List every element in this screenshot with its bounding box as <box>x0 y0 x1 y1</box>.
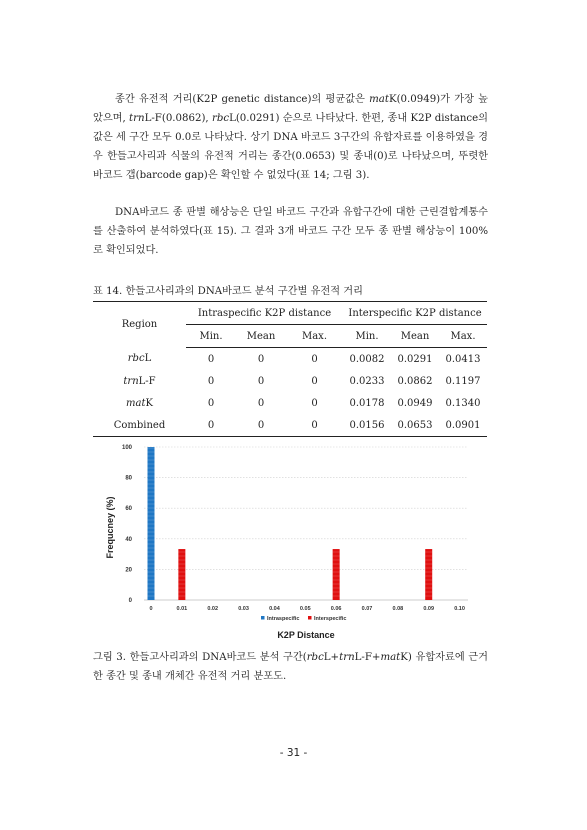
legend-swatch-intraspecific <box>261 616 265 620</box>
paragraph-resolution: DNA바코드 종 판별 해상능은 단일 바코드 구간과 유합구간에 대한 근린결합계통수를 산출하여 분석하였다(표 15). 그 결과 3개 바코드 구간 모두 종 판별 해상능이 100%로 확인되었다. <box>93 207 488 256</box>
table-cell: 0 <box>257 353 265 365</box>
table-cell: 0 <box>311 375 318 387</box>
intraspecific-header: Intraspecific K2P distance <box>186 302 343 325</box>
y-tick-label: 80 <box>125 475 132 482</box>
legend-label-interspecific: Interspecific <box>314 616 347 622</box>
table-cell: 0 <box>286 414 343 437</box>
subheader-intra-min: Min. <box>186 325 236 348</box>
subheader-intra-mean: Mean <box>236 325 286 348</box>
table-cell: 0.0156 <box>343 414 391 437</box>
figure-caption <box>93 648 488 686</box>
gene-name: mat <box>380 652 401 663</box>
x-tick-label: 0.02 <box>207 606 219 612</box>
bar-interspecific <box>333 549 340 600</box>
bar-interspecific <box>425 549 432 600</box>
y-tick-label: 0 <box>128 598 132 604</box>
x-tick-label: 0.10 <box>454 606 465 612</box>
gene-name: trn <box>339 652 355 663</box>
x-tick-label: 0.03 <box>238 606 249 612</box>
table-cell: 0.0949 <box>397 397 433 409</box>
table-row <box>93 414 487 437</box>
x-tick-label: 0.04 <box>269 606 280 612</box>
gene-name: rbc <box>306 652 324 663</box>
gene-name: mat <box>369 94 389 105</box>
table-cell: 0.0178 <box>349 397 385 409</box>
text-run: L+ <box>323 652 340 663</box>
subheader-inter-max: Max. <box>439 325 487 348</box>
table-cell: 0.0233 <box>349 375 385 387</box>
x-tick-label: 0.05 <box>299 606 311 612</box>
subheader-intra-max: Max. <box>286 325 343 348</box>
x-tick-label: 0.09 <box>423 606 435 612</box>
paragraph-genetic-distance <box>93 90 488 185</box>
x-tick-label: 0.07 <box>361 606 373 612</box>
table-row <box>93 392 487 414</box>
text-run: L-F+ <box>354 652 381 663</box>
region-cell <box>93 370 186 392</box>
legend-swatch-interspecific <box>308 616 312 620</box>
interspecific-header: Interspecific K2P distance <box>343 302 487 325</box>
legend-label-intraspecific: Intraspecific <box>267 616 300 622</box>
table-caption: 표 14. 한들고사리과의 DNA바코드 분석 구간별 유전적 거리 <box>93 286 363 297</box>
y-axis-title: Frequcney (%) <box>105 496 115 559</box>
x-axis-title: K2P Distance <box>277 630 335 640</box>
gene-name: rbc <box>127 353 145 365</box>
text-run: K <box>145 397 153 409</box>
k2p-distance-chart <box>98 437 488 647</box>
region-cell <box>93 348 186 371</box>
table-cell: 0 <box>207 397 215 409</box>
gene-name: trn <box>123 375 139 387</box>
y-tick-label: 60 <box>125 506 132 513</box>
table-cell: 0.1197 <box>445 375 481 387</box>
page-number: - 31 - <box>279 747 308 759</box>
chart-svg <box>98 437 488 647</box>
text-run: L(0.0291) 순으로 나타났다. 한편, 종내 K2P distance의 값은 세 구간 모두 0.0로 나타났다. 상기 DNA 바코드 3구간의 유합자료를 이용하였을 경우 한들고사리과 식물의 유전적 거리는 종간(0.0653) 및 종내(0)로 나타났으며, 뚜렷한 바코드 갭(barcode gap)은 확인할 수 없었다(표 14; 그림 3). <box>93 113 489 181</box>
table-cell: 0 <box>311 397 318 409</box>
gene-name: trn <box>129 113 145 124</box>
text-run: L-F <box>138 375 156 387</box>
table-cell: 0.1340 <box>445 397 481 409</box>
table-cell: 0 <box>257 375 265 387</box>
x-tick-label: 0.08 <box>392 606 404 612</box>
y-tick-label: 100 <box>121 445 132 451</box>
distance-table <box>93 301 487 437</box>
bar-intraspecific <box>148 447 155 600</box>
region-cell <box>93 414 186 437</box>
text-run: Combined <box>113 419 166 431</box>
text-run: K(0.0949)가 가장 높았으며, <box>93 94 489 124</box>
table-cell: 0 <box>207 353 215 365</box>
bar-interspecific <box>178 549 185 600</box>
table-cell: 0 <box>236 414 286 437</box>
table-cell: 0.0901 <box>439 414 487 437</box>
table-cell: 0 <box>311 353 318 365</box>
table-cell: 0.0653 <box>391 414 439 437</box>
region-header: Region <box>93 302 186 348</box>
y-tick-label: 40 <box>125 536 132 543</box>
x-tick-label: 0.06 <box>330 606 342 612</box>
text-run: 종간 유전적 거리(K2P genetic distance)의 평균값은 <box>115 94 370 105</box>
table-cell: 0 <box>186 414 236 437</box>
y-tick-label: 20 <box>125 567 132 574</box>
subheader-inter-min: Min. <box>343 325 391 348</box>
table-row <box>93 348 487 371</box>
table-cell: 0.0082 <box>349 353 385 365</box>
table-cell: 0 <box>257 397 265 409</box>
x-tick-label: 0 <box>149 606 153 612</box>
region-cell <box>93 392 186 414</box>
table-cell: 0 <box>207 375 215 387</box>
text-run: 그림 3. 한들고사리과의 DNA바코드 분석 구간( <box>93 652 307 663</box>
text-run: L <box>144 353 152 365</box>
text-run: K) 유합자료에 근거한 종간 및 종내 개체간 유전적 거리 분포도. <box>93 652 488 682</box>
x-tick-label: 0.01 <box>176 606 188 612</box>
gene-name: mat <box>126 397 146 409</box>
gene-name: rbc <box>211 113 230 124</box>
table-cell: 0.0413 <box>445 353 481 365</box>
subheader-inter-mean: Mean <box>391 325 439 348</box>
table-cell: 0.0291 <box>397 353 433 365</box>
table-cell: 0.0862 <box>397 375 433 387</box>
text-run: L-F(0.0862), <box>144 113 212 124</box>
table-row <box>93 370 487 392</box>
